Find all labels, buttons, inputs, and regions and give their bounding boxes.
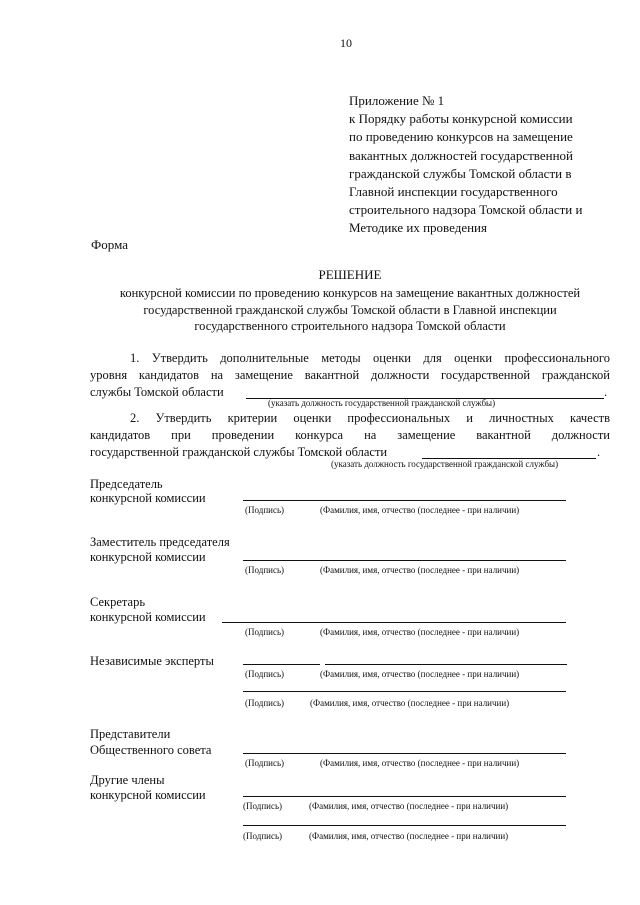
deputy-label-1: Заместитель председателя bbox=[90, 535, 230, 549]
appendix-line: вакантных должностей государственной bbox=[349, 147, 573, 163]
other-member2-signature-line[interactable] bbox=[243, 825, 566, 826]
item2-line2: кандидатов при проведении конкурса на замещение вакантной должности bbox=[90, 428, 610, 442]
appendix-line: строительного надзора Томской области и bbox=[349, 202, 583, 218]
subtitle-line: государственного строительного надзора Томской области bbox=[194, 319, 506, 333]
secretary-label-2: конкурсной комиссии bbox=[90, 610, 206, 624]
appendix-line: гражданской службы Томской области в bbox=[349, 165, 572, 181]
name-caption: (Фамилия, имя, отчество (последнее - при наличии) bbox=[309, 801, 509, 811]
appendix-line: Приложение № 1 bbox=[349, 93, 445, 108]
expert1-signature-line[interactable] bbox=[243, 664, 320, 665]
form-label: Форма bbox=[91, 237, 128, 252]
signature-caption: (Подпись) bbox=[245, 627, 285, 637]
signature-caption: (Подпись) bbox=[243, 831, 283, 841]
name-caption: (Фамилия, имя, отчество (последнее - при наличии) bbox=[320, 758, 520, 768]
other-members-label-1: Другие члены bbox=[90, 773, 165, 787]
signature-caption: (Подпись) bbox=[245, 669, 285, 679]
chairman-label-2: конкурсной комиссии bbox=[90, 491, 206, 505]
item2-line1: 2. Утвердить критерии оценки профессиональных и личностных качеств bbox=[130, 411, 610, 425]
signature-caption: (Подпись) bbox=[243, 801, 283, 811]
expert2-signature-line[interactable] bbox=[243, 691, 566, 692]
subtitle-line: государственной гражданской службы Томской области в Главной инспекции bbox=[143, 302, 557, 317]
public-council-signature-line[interactable] bbox=[243, 753, 566, 754]
appendix-line: к Порядку работы конкурсной комиссии bbox=[349, 111, 573, 127]
item1-line3-prefix: службы Томской области bbox=[90, 385, 224, 399]
other-members-label-2: конкурсной комиссии bbox=[90, 788, 206, 802]
name-caption: (Фамилия, имя, отчество (последнее - при наличии) bbox=[320, 565, 520, 575]
secretary-label-1: Секретарь bbox=[90, 595, 146, 609]
deputy-signature-line[interactable] bbox=[243, 560, 566, 561]
document-subtitle bbox=[90, 285, 610, 335]
item2-line3-prefix: государственной гражданской службы Томской области bbox=[90, 445, 388, 459]
name-caption: (Фамилия, имя, отчество (последнее - при наличии) bbox=[320, 627, 520, 637]
signature-caption: (Подпись) bbox=[245, 758, 285, 768]
item1-line3-suffix: . bbox=[604, 385, 608, 399]
item1-line2: уровня кандидатов на замещение вакантной должности государственной гражданской bbox=[90, 368, 610, 382]
page-number: 10 bbox=[340, 36, 352, 50]
public-council-label-1: Представители bbox=[90, 727, 171, 741]
chairman-label-1: Председатель bbox=[90, 477, 163, 491]
public-council-label-2: Общественного совета bbox=[90, 743, 212, 757]
appendix-block bbox=[349, 92, 582, 238]
subtitle-line: конкурсной комиссии по проведению конкурсов на замещение вакантных должностей bbox=[119, 286, 581, 300]
deputy-label-2: конкурсной комиссии bbox=[90, 550, 206, 564]
experts-label: Независимые эксперты bbox=[90, 654, 214, 668]
signature-caption: (Подпись) bbox=[245, 505, 285, 515]
signature-caption: (Подпись) bbox=[245, 565, 285, 575]
appendix-line: по проведению конкурсов на замещение bbox=[349, 129, 573, 145]
name-caption: (Фамилия, имя, отчество (последнее - при наличии) bbox=[320, 505, 520, 515]
name-caption: (Фамилия, имя, отчество (последнее - при наличии) bbox=[309, 831, 509, 841]
chairman-signature-line[interactable] bbox=[243, 500, 566, 501]
name-caption: (Фамилия, имя, отчество (последнее - при наличии) bbox=[310, 698, 510, 708]
other-member1-signature-line[interactable] bbox=[243, 796, 566, 797]
secretary-signature-line[interactable] bbox=[222, 622, 566, 623]
item2-line3-suffix: . bbox=[597, 445, 601, 459]
item1-line1: 1. Утвердить дополнительные методы оценки для оценки профессионального bbox=[130, 351, 610, 365]
appendix-line: Главной инспекции государственного bbox=[349, 184, 558, 200]
expert1-name-line[interactable] bbox=[325, 664, 567, 665]
item2-hint: (указать должность государственной гражданской службы) bbox=[331, 459, 559, 469]
item1-hint: (указать должность государственной гражданской службы) bbox=[268, 398, 496, 408]
appendix-line: Методике их проведения bbox=[349, 220, 487, 236]
document-title: РЕШЕНИЕ bbox=[318, 267, 382, 282]
name-caption: (Фамилия, имя, отчество (последнее - при наличии) bbox=[320, 669, 520, 679]
signature-caption: (Подпись) bbox=[245, 698, 285, 708]
